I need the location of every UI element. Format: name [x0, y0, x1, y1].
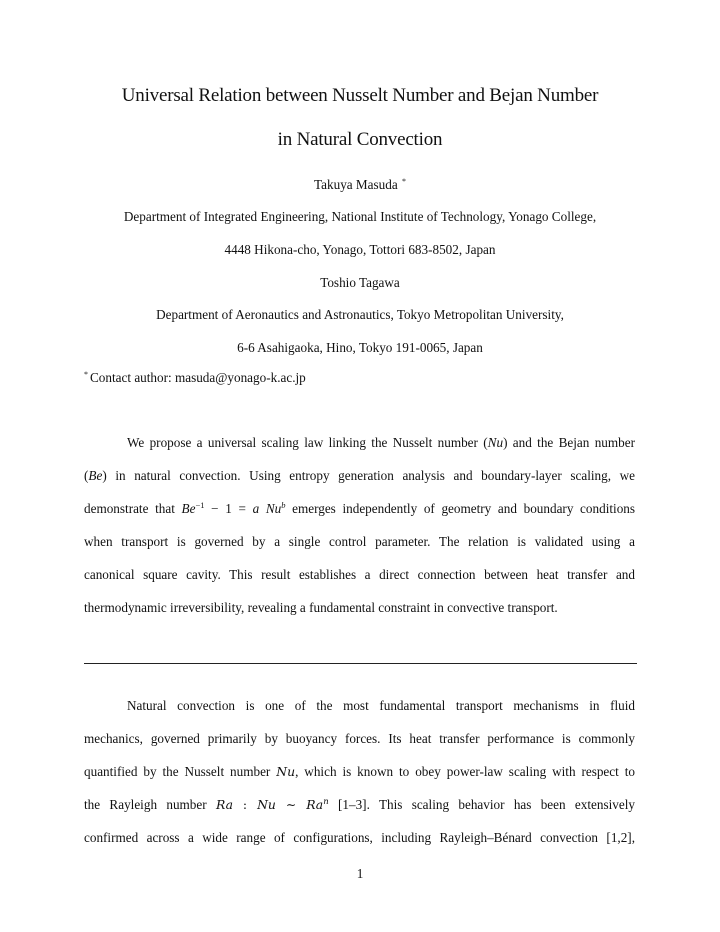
- author-1-affiliation-line-2: 4448 Hikona-cho, Yonago, Tottori 683-8502, Japan: [224, 242, 496, 257]
- intro-line: confirmed across a wide range of configurations, including Rayleigh–Bénard convection [1,2],: [84, 830, 635, 845]
- intro-line: the Rayleigh number Ra : Nu ∼ Ra$^n$ [1–3]. This scaling behavior has been extensively: [84, 797, 635, 812]
- abstract-line: (Be) in natural convection. Using entropy generation analysis and boundary-layer scaling, we: [84, 468, 635, 483]
- author-1-affiliation-line-1: Department of Integrated Engineering, National Institute of Technology, Yonago College,: [123, 209, 597, 224]
- contact-mark: *: [84, 370, 88, 379]
- paper-title-line-1: Universal Relation between Nusselt Number and Bejan Number: [121, 85, 599, 106]
- author-2-name: Toshio Tagawa: [320, 275, 400, 290]
- abstract-line: thermodynamic irreversibility, revealing a fundamental constraint in convective transport.: [84, 600, 558, 615]
- author-1-name: Takuya Masuda: [314, 177, 398, 192]
- intro-line: Natural convection is one of the most fundamental transport mechanisms in fluid: [127, 698, 635, 713]
- corresponding-author-mark: *: [401, 177, 406, 186]
- paper-title-line-2: in Natural Convection: [277, 129, 443, 150]
- abstract-line: We propose a universal scaling law linking the Nusselt number (Nu) and the Bejan number: [127, 435, 635, 450]
- author-2-affiliation-line-2: 6-6 Asahigaoka, Hino, Tokyo 191-0065, Japan: [237, 340, 483, 355]
- abstract-line: canonical square cavity. This result establishes a direct connection between heat transfer and: [84, 567, 635, 582]
- introduction: [84, 696, 635, 861]
- page-number: 1: [356, 866, 364, 881]
- intro-line: quantified by the Nusselt number Nu, which is known to obey power-law scaling with respect to: [84, 764, 635, 779]
- abstract: [84, 433, 635, 631]
- author-1: [0, 177, 720, 193]
- abstract-line: demonstrate that $Be^{-1} - 1 = a$ Nu$^b$ emerges independently of geometry and boundary conditions: [84, 500, 636, 516]
- intro-line: mechanics, governed primarily by buoyancy forces. Its heat transfer performance is commonly: [84, 731, 635, 746]
- section-divider: [84, 663, 637, 664]
- author-2-affiliation-line-1: Department of Aeronautics and Astronautics, Tokyo Metropolitan University,: [156, 307, 564, 322]
- contact-text: Contact author: masuda@yonago-k.ac.jp: [90, 370, 306, 385]
- contact-author: [84, 370, 306, 386]
- abstract-line: when transport is governed by a single control parameter. The relation is validated using a: [84, 534, 635, 549]
